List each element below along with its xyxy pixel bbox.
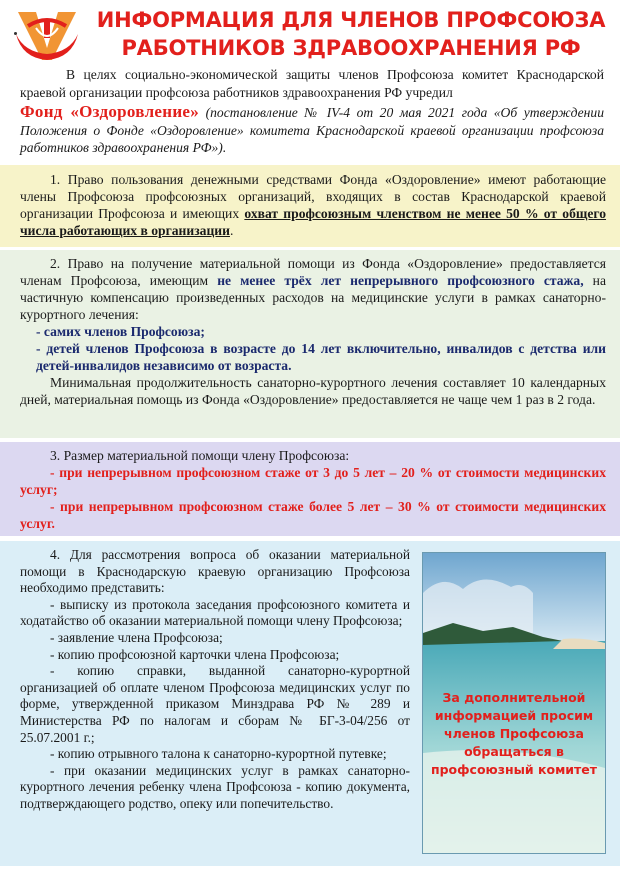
section-4-item-2: - заявление члена Профсоюза;: [50, 629, 223, 645]
section-2-item-1: - самих членов Профсоюза;: [36, 324, 205, 339]
title-line-1: ИНФОРМАЦИЯ ДЛЯ ЧЛЕНОВ ПРОФСОЮЗА: [96, 8, 606, 32]
intro-paragraph: [20, 66, 604, 157]
section-4-intro: 4. Для рассмотрения вопроса об оказании материальной помощи в Краснодарскую краевую организацию Профсоюза необходимо представить:: [20, 547, 410, 596]
title-line-2: РАБОТНИКОВ ЗДРАВООХРАНЕНИЯ РФ: [121, 36, 581, 60]
section-4-item-4: - копию справки, выданной санаторно-курортной организацией об оплате членом Профсоюза медицинских услуг по форме, утвержденной приказом Минздрава РФ № 289 и Министерства РФ по налогам и сборам № БГ-3-04/256 от 25.07.2001 г.;: [20, 663, 410, 745]
section-1-end: .: [229, 223, 234, 238]
union-logo: [8, 4, 86, 64]
section-3-item-1: - при непрерывном профсоюзном стаже от 3 до 5 лет – 20 % от стоимости медицинских услуг;: [20, 465, 606, 497]
section-4-item-5: - копию отрывного талона к санаторно-курортной путевке;: [50, 746, 387, 762]
section-3: [0, 442, 620, 536]
section-2-text: [20, 255, 606, 323]
section-4-text-block: [20, 547, 410, 813]
intro-text-line2: [20, 103, 604, 157]
section-3-item-2: - при непрерывном профсоюзном стаже более 5 лет – 30 % от стоимости медицинских услуг.: [20, 499, 606, 531]
page-title: [96, 6, 606, 62]
section-1: [0, 165, 620, 247]
section-2-item-2: - детей членов Профсоюза в возрасте до 14 лет включительно, инвалидов с детства или детей-инвалидов независимо от возраста.: [36, 341, 606, 373]
section-2-body-1: 2. Право на получение материальной помощи из Фонда «Оздоровление» предоставляется членам Профсоюза, имеющим: [20, 256, 606, 288]
section-1-text: [20, 171, 606, 239]
section-2-body-2: на частичную компенсацию произведенных расходов на медицинские услуги в рамках санаторно-курортного лечения:: [20, 273, 606, 322]
section-4-item-6: - при оказании медицинских услуг в рамках санаторно-курортного лечения ребенку члена Профсоюза - копию документа, подтверждающего родство, опеку или попечительство.: [20, 762, 410, 811]
section-3-text: 3. Размер материальной помощи члену Профсоюза:: [50, 448, 350, 463]
beach-photo: [422, 552, 606, 854]
section-1-emphasis: охват профсоюзным членством не менее 50 % от общего числа работающих в организации: [20, 206, 607, 238]
fond-name: Фонд «Оздоровление»: [20, 102, 200, 121]
contact-note: За дополнительной информацией просим членов Профсоюза обращаться в профсоюзный комитет: [430, 690, 598, 777]
intro-text-1: В целях социально-экономической защиты членов Профсоюза комитет Краснодарской краевой организации профсоюза работников здравоохранения РФ учредил: [20, 67, 604, 100]
intro-text: [20, 66, 604, 101]
intro-text-2: (постановление № IV-4 от 20 мая 2021 года «Об утверждении Положения о Фонде «Оздоровление» комитета Краснодарской краевой организации профсоюза работников здравоохранения РФ»).: [20, 105, 604, 155]
section-4-item-3: - копию профсоюзной карточки члена Профсоюза;: [50, 646, 340, 662]
section-4-item-1: - выписку из протокола заседания профсоюзного комитета и ходатайство об оказании материальной помощи члену Профсоюза;: [20, 596, 410, 629]
section-2-emphasis: не менее трёх лет непрерывного профсоюзного стажа,: [217, 273, 584, 288]
section-1-body: 1. Право пользования денежными средствами Фонда «Оздоровление» имеют работающие члены Профсоюза профсоюзных организаций, входящих в состав Краснодарской краевой организации Профсоюза и имеющих: [20, 172, 606, 221]
section-2: [0, 250, 620, 438]
section-2-body-3: Минимальная продолжительность санаторно-курортного лечения составляет 10 календарных дней, материальная помощь из Фонда «Оздоровление» предоставляется не чаще чем 1 раз в 2 года.: [20, 375, 606, 407]
